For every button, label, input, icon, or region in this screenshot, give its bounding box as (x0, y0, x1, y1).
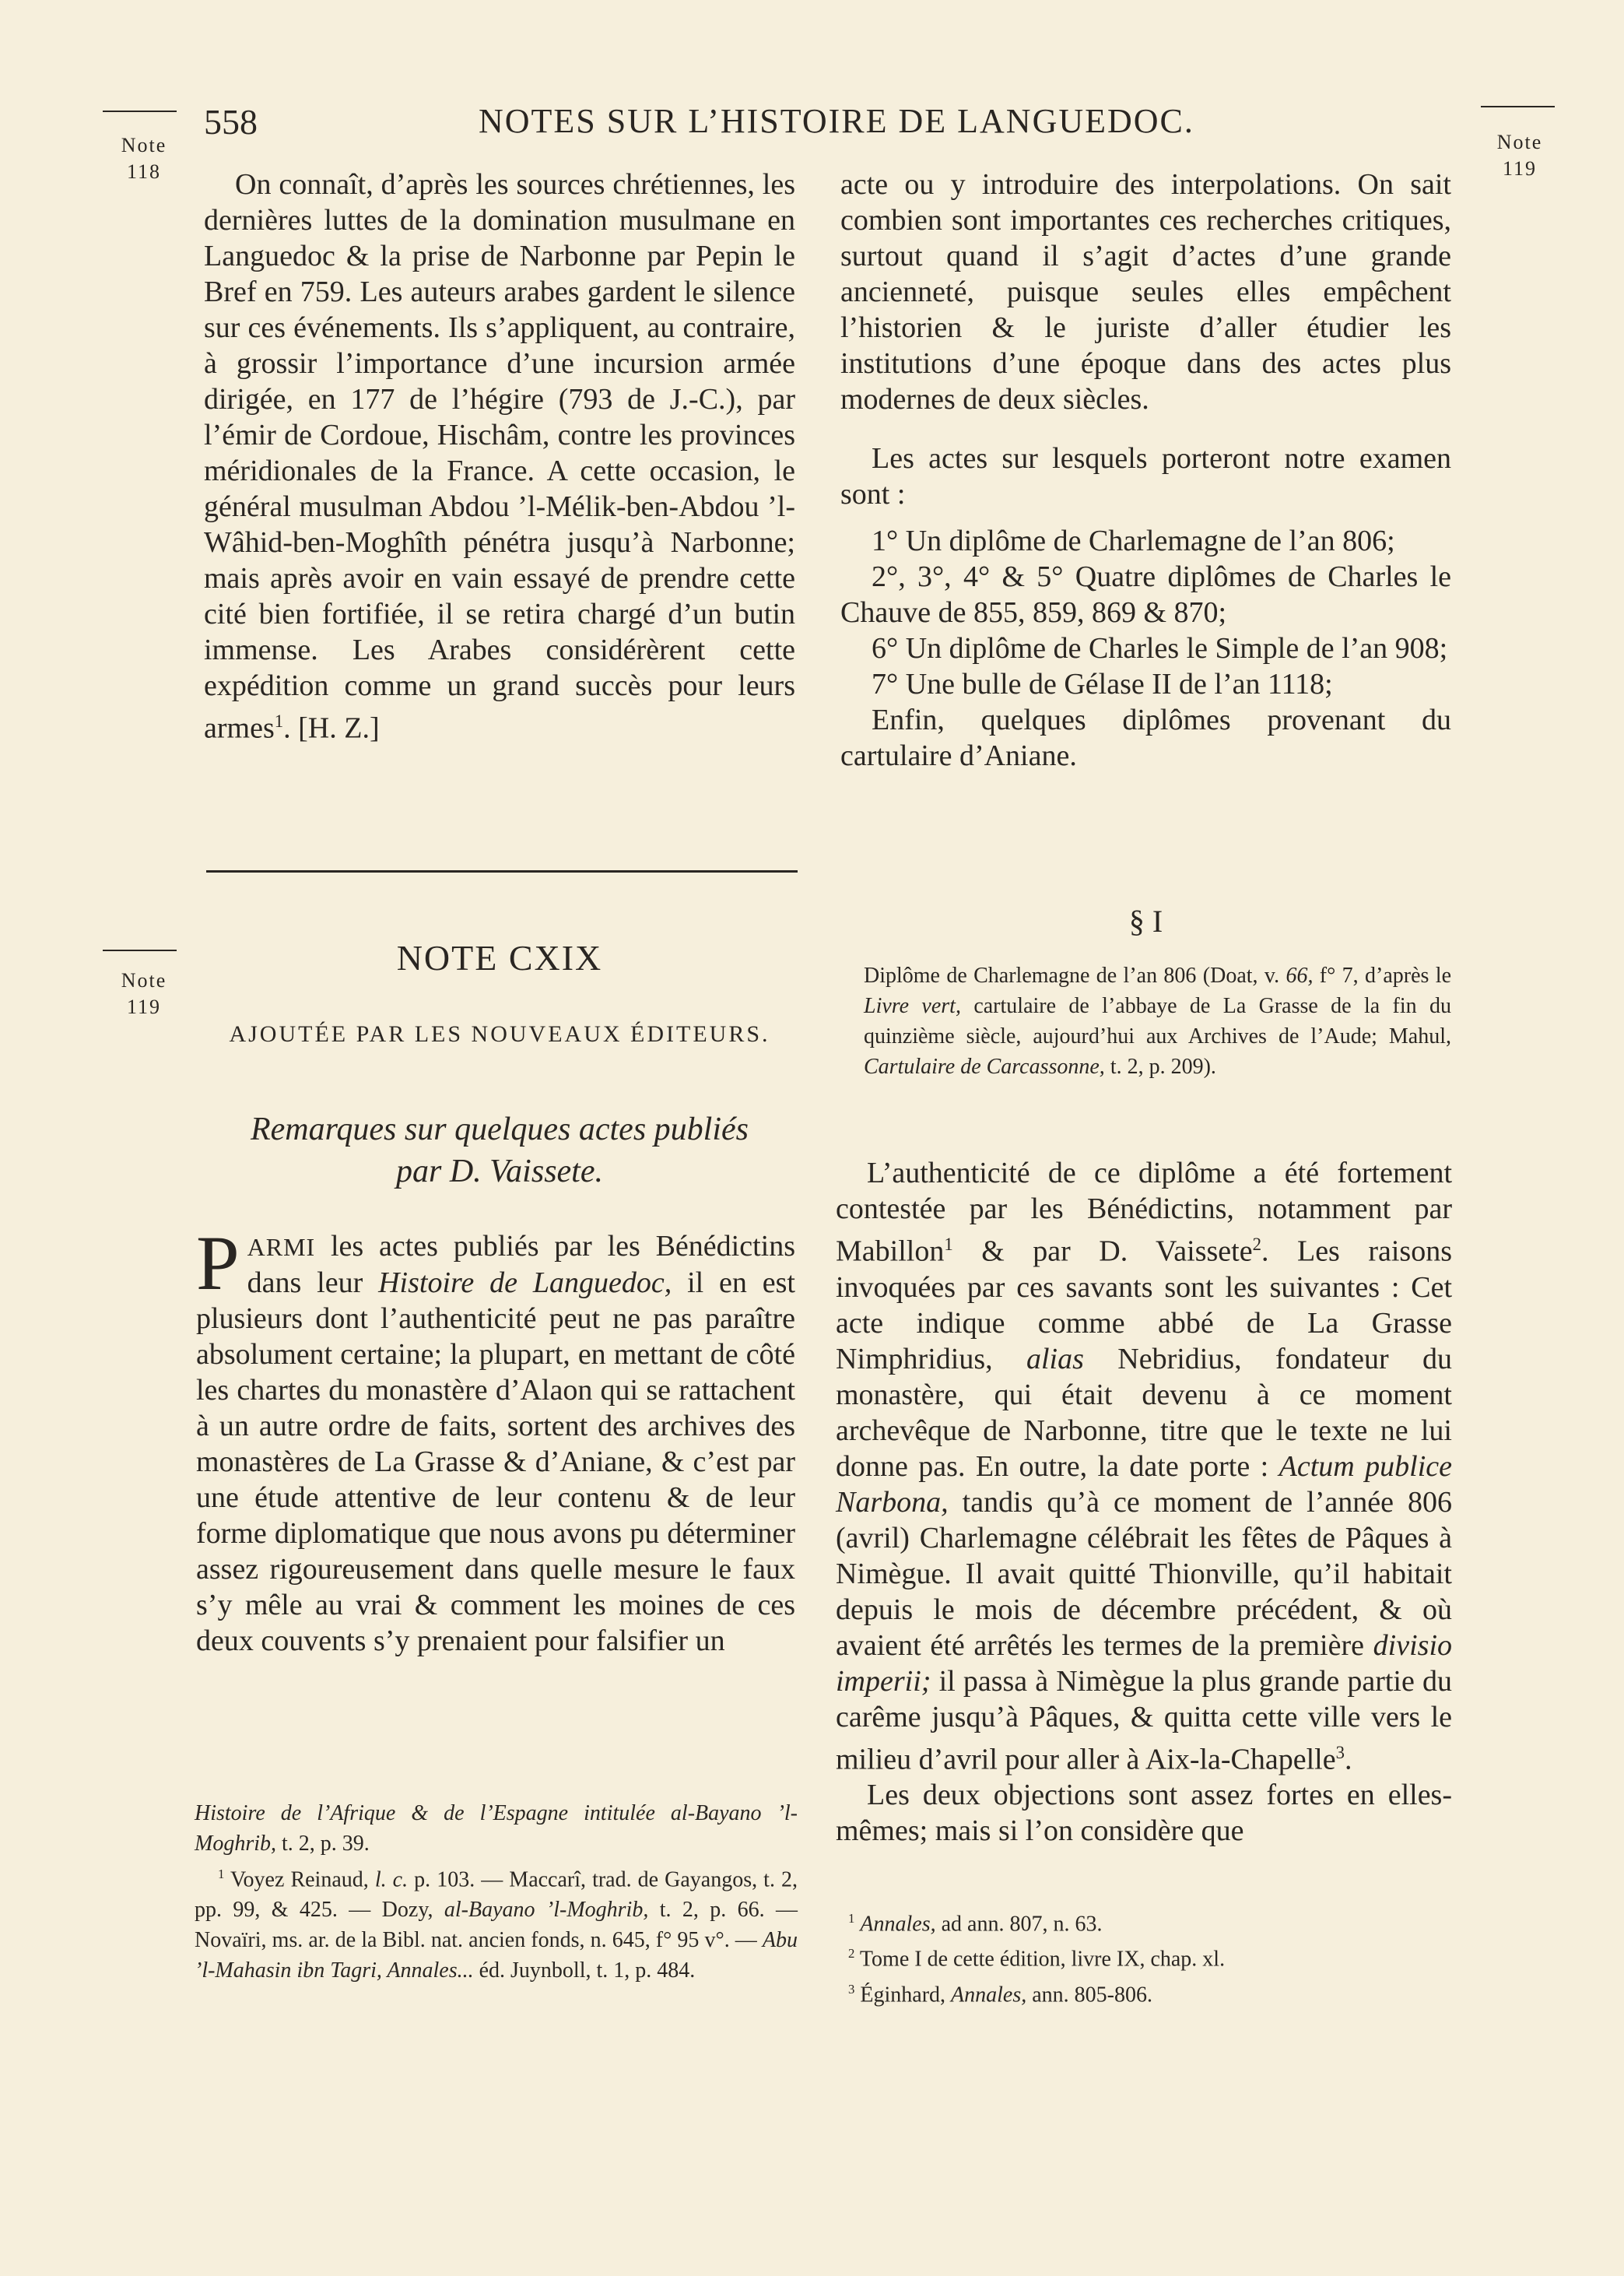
ref-italic: Cartulaire de Carcassonne, (864, 1055, 1105, 1079)
paragraph-objections: Les deux objections sont assez fortes en elles-mêmes; mais si l’on considère que (836, 1779, 1452, 1848)
right-column-body (836, 1155, 1452, 1849)
margin-note-top-left (109, 132, 179, 185)
paragraph-authenticity (836, 1155, 1452, 1777)
ref-text: f° 7, d’après le (1313, 964, 1451, 988)
paragraph-text: Nebridius, fondateur du monastère, qui était devenu à ce moment archevêque de Narbonne, titre que le texte ne lui donne pas. En outre, la date porte : (836, 1342, 1452, 1483)
note-heading (204, 1108, 795, 1192)
ref-italic: 66, (1286, 964, 1314, 988)
footnote-number: 1 (848, 1911, 855, 1926)
left-column-top (204, 167, 795, 746)
footnote-number: 3 (848, 1981, 855, 1997)
footnote-ref: 3 (1335, 1742, 1345, 1762)
footnote-italic: Histoire de l’Afrique & de l’Espagne intitulée al-Bayano ’l-Moghrib, (195, 1801, 798, 1856)
margin-rule-mid-left (103, 950, 177, 951)
ref-italic: Livre vert, (864, 994, 961, 1018)
note-subtitle: AJOUTÉE PAR LES NOUVEAUX ÉDITEURS. (229, 1021, 770, 1047)
margin-note-label: Note (121, 134, 167, 156)
footnote-text: t. 2, p. 66. — Novaïri, ms. ar. de la Bibl. nat. ancien fonds, n. 645, f° 95 v°. — (195, 1898, 798, 1953)
italic-term: alias (1026, 1342, 1084, 1375)
footnote-text: ann. 805-806. (1026, 1982, 1153, 2007)
ref-text: Diplôme de Charlemagne de l’an 806 (Doat, v. (864, 964, 1286, 988)
paragraph-continuation: acte ou y introduire des interpolations. On sait combien sont importantes ces recherches critiques, surtout quand il s’agit d’actes d’une grande ancienneté, puisque seules elles empêchent l’historien & le juriste d’aller étudier les institutions d’une époque dans des actes plus modernes de deux siècles. (840, 168, 1451, 416)
paragraph-text: & par D. Vaissete (952, 1235, 1253, 1268)
section-divider (206, 870, 798, 873)
margin-note-number: 119 (126, 996, 162, 1018)
margin-note-top-right (1485, 129, 1555, 182)
footnote-italic: Annales, (951, 1982, 1027, 2007)
diplome-reference (864, 961, 1451, 1082)
margin-note-label: Note (121, 969, 167, 992)
footnote-italic: l. c. (374, 1867, 409, 1892)
margin-note-number: 119 (1502, 157, 1538, 180)
list-item-4: 7° Une bulle de Gélase II de l’an 1118; (872, 668, 1333, 701)
footnote-ref: 1 (944, 1235, 953, 1254)
margin-rule-top-right (1481, 106, 1555, 107)
list-item-1: 1° Un diplôme de Charlemagne de l’an 806; (872, 525, 1395, 557)
footnote-text: éd. Juynboll, t. 1, p. 484. (473, 1958, 696, 1983)
footnotes-right (848, 1904, 1451, 2010)
italic-term: Actum publice Narbona, (836, 1449, 1452, 1519)
margin-note-number: 118 (126, 160, 162, 183)
footnote-text: t. 2, p. 39. (276, 1832, 370, 1856)
footnote-text: p. 103. — Maccarî, trad. de Gayangos, t. 2, pp. 99, & 425. — Dozy, (195, 1867, 798, 1923)
footnote-text: Voyez Reinaud, (224, 1867, 375, 1892)
footnote-ref: 1 (274, 711, 284, 731)
margin-note-label: Note (1496, 131, 1543, 153)
page-number: 558 (204, 102, 258, 142)
paragraph-text: il en est plusieurs dont l’authenticité peut ne pas paraître absolument certaine; la plupart, en mettant de côté les chartes du monastère d’Alaon qui se rattachent à un autre ordre de faits, sortent des archives des monastères de La Grasse & d’Aniane, & c’est par une étude attentive de leur contenu & de leur forme diplomatique que nous avons pu déterminer assez rigoureusement dans quelle mesure le faux s’y mêle au vrai & comment les moines de ces deux couvents s’y prenaient pour falsifier un (196, 1266, 795, 1657)
paragraph-text: les actes publiés par les Bénédictins dans leur (247, 1230, 795, 1299)
left-column-body (196, 1220, 795, 1659)
paragraph-text: On connaît, d’après les sources chrétiennes, les dernières luttes de la domination musulmane en Languedoc & la prise de Narbonne par Pepin le Bref en 759. Les auteurs arabes gardent le silence sur ces événements. Ils s’appliquent, au contraire, à grossir l’importance d’une incursion armée dirigée, en 177 de l’hégire (793 de J.-C.), par l’émir de Cordoue, Hischâm, contre les provinces méridionales de la France. A cette occasion, le général musulman Abdou ’l-Mélik-ben-Abdou ’l-Wâhid-ben-Moghîth pénétra jusqu’à Narbonne; mais après avoir en vain essayé de prendre cette cité bien fortifiée, il se retira chargé d’un butin immense. Les Arabes considérèrent cette expédition comme un grand succès pour leurs armes (204, 168, 795, 745)
note-heading-line-2: par D. Vaissete. (396, 1154, 603, 1189)
running-title: NOTES SUR L’HISTOIRE DE LANGUEDOC. (479, 102, 1194, 140)
footnote-1 (848, 1904, 1451, 1939)
footnote-continuation (195, 1798, 798, 1859)
note-title: NOTE CXIX (396, 938, 603, 978)
footnote-number: 2 (848, 1946, 855, 1962)
footnote-text: Éginhard, (854, 1982, 952, 2007)
footnote-ref: 2 (1252, 1235, 1261, 1254)
margin-note-mid-left (109, 968, 179, 1020)
spacer (840, 417, 1451, 441)
footnote-3 (848, 1975, 1451, 2010)
paragraph-text: tandis qu’à ce moment de l’année 806 (avril) Charlemagne célébrait les fêtes de Pâques à Nimègue. Il avait quitté Thionville, qu’il habitait depuis le mois de décembre précédent, & où avaient été arrêtés les termes de la première (836, 1485, 1452, 1662)
ref-text: t. 2, p. 209). (1104, 1055, 1216, 1079)
paragraph-note-118 (204, 167, 795, 746)
paragraph-intro (196, 1220, 795, 1659)
paragraph-text: . (1345, 1743, 1352, 1776)
margin-rule-top-left (103, 111, 177, 112)
footnote-italic: Abu ’l-Mahasin ibn Tagri, Annales... (195, 1928, 798, 1983)
ref-text: cartulaire de l’abbaye de La Grasse de la fin du quinzième siècle, aujourd’hui aux Archives de l’Aude; Mahul, (864, 994, 1451, 1048)
paragraph-text: il passa à Nimègue la plus grande partie du carême jusqu’à Pâques, & quitta cette ville vers le milieu d’avril pour aller à Aix-la-Chapelle (836, 1664, 1452, 1776)
footnote-number: 1 (218, 1867, 225, 1881)
paragraph-text: . Les raisons invoquées par ces savants sont les suivantes : Cet acte indique comme abbé de La Grasse Nimphridius, (836, 1235, 1452, 1375)
book-title: Histoire de Languedoc, (378, 1266, 672, 1299)
first-word: ARMI (247, 1233, 316, 1261)
paragraph-text: L’authenticité de ce diplôme a été fortement contestée par les Bénédictins, notamment par Mabillon (836, 1157, 1452, 1268)
right-column-top (840, 167, 1451, 774)
footnote-italic: al-Bayano ’l-Moghrib, (444, 1898, 649, 1923)
spacer (840, 512, 1451, 523)
drop-cap: P (196, 1220, 240, 1306)
paragraph-end: . [H. Z.] (283, 711, 380, 745)
footnote-1 (195, 1859, 798, 1986)
section-symbol: § I (1128, 904, 1163, 939)
italic-term: divisio imperii; (836, 1628, 1452, 1698)
list-item-3: 6° Un diplôme de Charles le Simple de l’an 908; (872, 632, 1448, 665)
footnote-text: Tome I de cette édition, livre IX, chap. xl. (854, 1947, 1226, 1972)
footnote-2 (848, 1939, 1451, 1974)
note-heading-line-1: Remarques sur quelques actes publiés (250, 1112, 749, 1147)
footnote-italic: Annales, (860, 1912, 936, 1937)
list-item-5: Enfin, quelques diplômes provenant du cartulaire d’Aniane. (840, 704, 1451, 772)
footnotes-left (195, 1798, 798, 1986)
list-item-2: 2°, 3°, 4° & 5° Quatre diplômes de Charles le Chauve de 855, 859, 869 & 870; (840, 560, 1451, 629)
footnote-text: ad ann. 807, n. 63. (935, 1912, 1103, 1937)
paragraph-acts-intro: Les actes sur lesquels porteront notre examen sont : (840, 442, 1451, 511)
